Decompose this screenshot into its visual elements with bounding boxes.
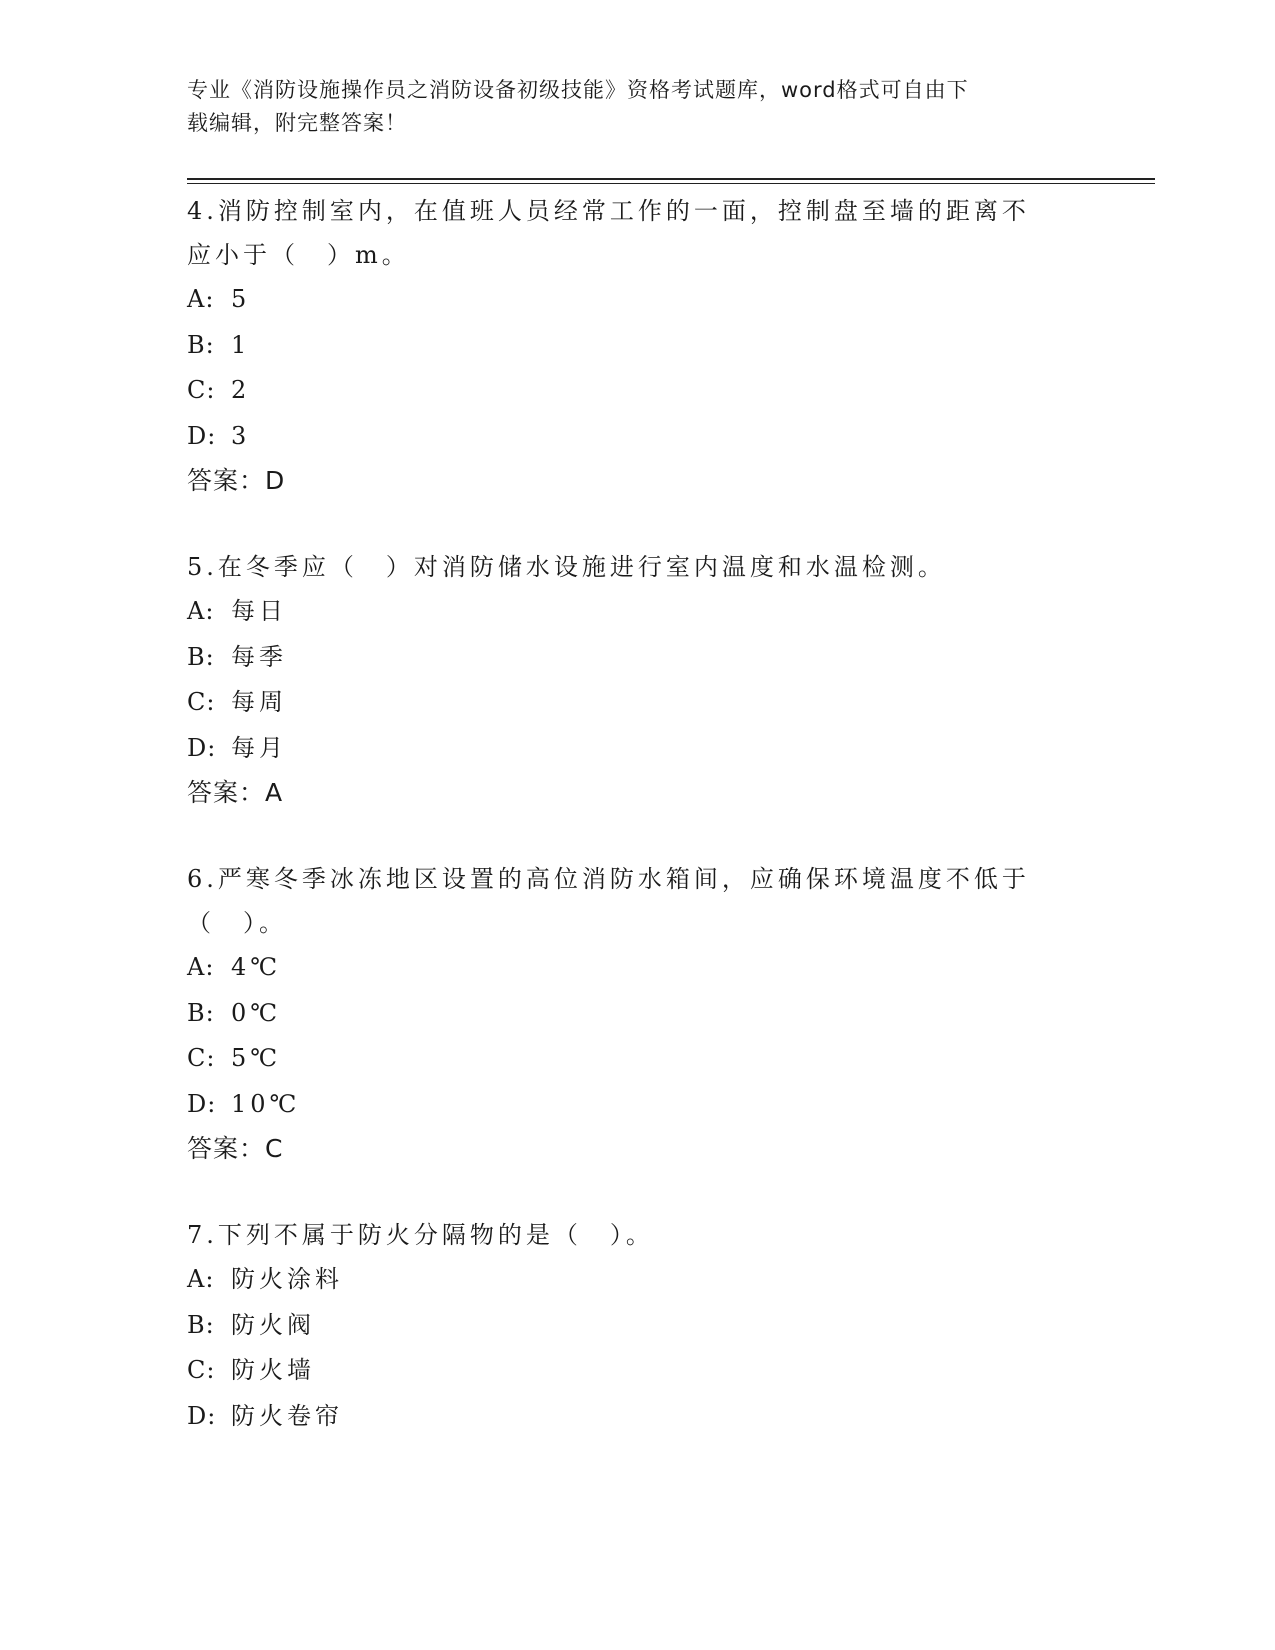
document-header <box>187 74 1067 140</box>
question-7 <box>187 1213 1067 1439</box>
option-text: 2 <box>231 376 251 404</box>
option-letter: C: <box>187 1356 216 1384</box>
option-letter: D: <box>187 733 217 762</box>
option-letter: B: <box>187 1310 215 1339</box>
option-letter: A: <box>187 1265 215 1293</box>
option-text: 防火涂料 <box>231 1265 343 1293</box>
question-5 <box>187 545 1067 815</box>
option-b <box>187 1303 1067 1349</box>
header-divider-thin <box>187 183 1155 184</box>
option-letter: D: <box>187 421 217 450</box>
option-letter: C: <box>187 1044 216 1072</box>
option-d <box>187 1394 1067 1440</box>
option-d <box>187 726 1067 772</box>
option-text: 每日 <box>231 597 287 625</box>
question-6 <box>187 857 1067 1171</box>
option-d <box>187 414 1067 460</box>
option-letter: C: <box>187 376 216 404</box>
option-text: 5℃ <box>231 1044 282 1072</box>
option-text: 每季 <box>231 642 287 671</box>
option-b <box>187 323 1067 369</box>
question-text-continued: 应小于（ ）m。 <box>187 241 410 269</box>
option-letter: B: <box>187 330 215 359</box>
question-text: 5.在冬季应（ ）对消防储水设施进行室内温度和水温检测。 <box>187 553 946 581</box>
option-text: 防火墙 <box>231 1356 315 1384</box>
option-b <box>187 991 1067 1037</box>
header-line-2: 载编辑，附完整答案！ <box>187 111 407 135</box>
option-a <box>187 589 1067 635</box>
option-text: 防火阀 <box>231 1310 315 1339</box>
header-line-1: 专业《消防设施操作员之消防设备初级技能》资格考试题库，word格式可自由下 <box>187 78 969 102</box>
option-text: 每周 <box>231 688 287 716</box>
option-letter: D: <box>187 1089 217 1118</box>
answer-line: 答案：D <box>187 466 286 495</box>
option-text: 4℃ <box>231 953 282 981</box>
option-letter: B: <box>187 998 215 1027</box>
header-divider-thick <box>187 178 1155 180</box>
option-a <box>187 1257 1067 1303</box>
option-letter: C: <box>187 688 216 716</box>
answer-line: 答案：A <box>187 778 284 807</box>
option-a <box>187 277 1067 323</box>
question-list <box>187 189 1067 1481</box>
option-c <box>187 1348 1067 1394</box>
option-text: 0℃ <box>231 998 282 1027</box>
question-4 <box>187 189 1067 503</box>
option-b <box>187 635 1067 681</box>
option-letter: B: <box>187 642 215 671</box>
option-text: 5 <box>231 285 251 313</box>
option-text: 10℃ <box>231 1089 301 1118</box>
question-text-continued: （ ）。 <box>187 909 287 937</box>
option-letter: A: <box>187 597 215 625</box>
option-text: 防火卷帘 <box>231 1401 343 1430</box>
option-letter: A: <box>187 953 215 981</box>
option-text: 每月 <box>231 733 287 762</box>
option-c <box>187 1036 1067 1082</box>
option-a <box>187 945 1067 991</box>
option-c <box>187 680 1067 726</box>
option-c <box>187 368 1067 414</box>
option-text: 3 <box>231 421 251 450</box>
answer-line: 答案：C <box>187 1134 284 1163</box>
option-text: 1 <box>231 330 251 359</box>
option-letter: D: <box>187 1401 217 1430</box>
option-d <box>187 1082 1067 1128</box>
question-text: 4.消防控制室内，在值班人员经常工作的一面，控制盘至墙的距离不 <box>187 197 1030 225</box>
option-letter: A: <box>187 285 215 313</box>
question-text: 7.下列不属于防火分隔物的是（ ）。 <box>187 1221 654 1249</box>
question-text: 6.严寒冬季冰冻地区设置的高位消防水箱间，应确保环境温度不低于 <box>187 865 1030 893</box>
